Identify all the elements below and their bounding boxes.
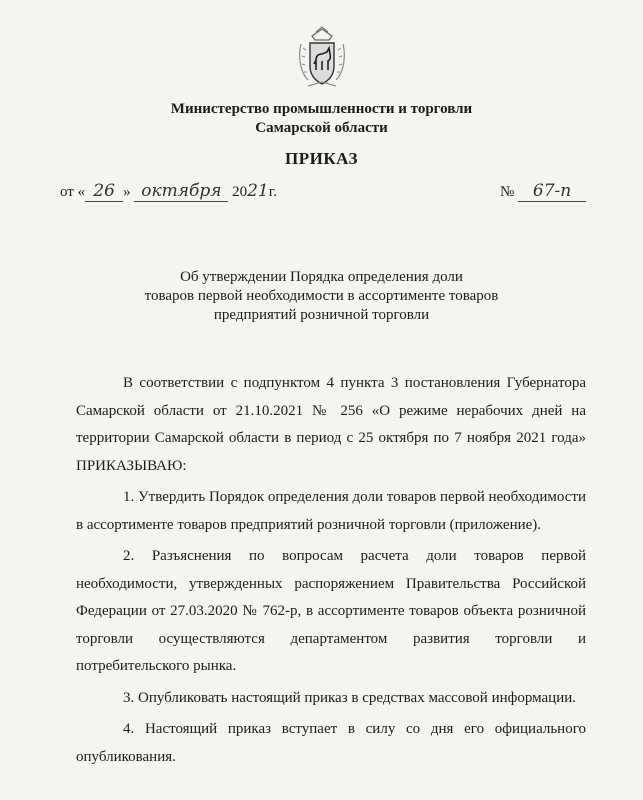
ministry-line-1: Министерство промышленности и торговли bbox=[170, 101, 473, 117]
date-year-printed: 20 bbox=[232, 184, 248, 200]
order-body bbox=[76, 370, 586, 775]
subject-line-1: Об утверждении Порядка определения доли bbox=[180, 269, 463, 285]
date-suffix: г. bbox=[268, 184, 277, 200]
subject-line-2: товаров первой необходимости в ассортименте товаров bbox=[144, 288, 499, 304]
preamble-paragraph: В соответствии с подпунктом 4 пункта 3 постановления Губернатора Самарской области от 21.10.2021 № 256 «О режиме нерабочих дней на территории Самарской области в период с 25 октября по 7 ноября 2021 года» ПРИКАЗЫВАЮ: bbox=[76, 375, 586, 474]
item-3-paragraph: 3. Опубликовать настоящий приказ в средствах массовой информации. bbox=[123, 689, 577, 706]
number-value: 67-п bbox=[518, 181, 586, 202]
item-4-paragraph: 4. Настоящий приказ вступает в силу со дня его официального опубликования. bbox=[76, 721, 586, 765]
subject-line-3: предприятий розничной торговли bbox=[213, 307, 430, 323]
date-year-hand: 21 bbox=[247, 181, 269, 201]
number-label: № bbox=[500, 184, 515, 200]
order-subject bbox=[0, 268, 643, 325]
ministry-name bbox=[0, 100, 643, 138]
order-number bbox=[500, 181, 586, 202]
item-1-paragraph: 1. Утвердить Порядок определения доли товаров первой необходимости в ассортименте товаров предприятий розничной торговли (приложение). bbox=[76, 489, 586, 533]
date-month: октября bbox=[134, 181, 228, 202]
item-2-paragraph: 2. Разъяснения по вопросам расчета доли товаров первой необходимости, утвержденных распоряжением Правительства Российской Федерации от 27.03.2020 № 762-р, в ассортименте товаров объекта розничной торговли осуществляются департаментом развития торговли и потребительского рынка. bbox=[76, 548, 586, 674]
date-mid: » bbox=[123, 184, 131, 200]
ministry-line-2: Самарской области bbox=[255, 120, 388, 136]
order-title: ПРИКАЗ bbox=[285, 149, 358, 168]
order-date bbox=[60, 181, 277, 202]
date-prefix: от « bbox=[60, 184, 86, 200]
date-day: 26 bbox=[85, 181, 123, 202]
coat-of-arms-icon bbox=[298, 26, 346, 90]
